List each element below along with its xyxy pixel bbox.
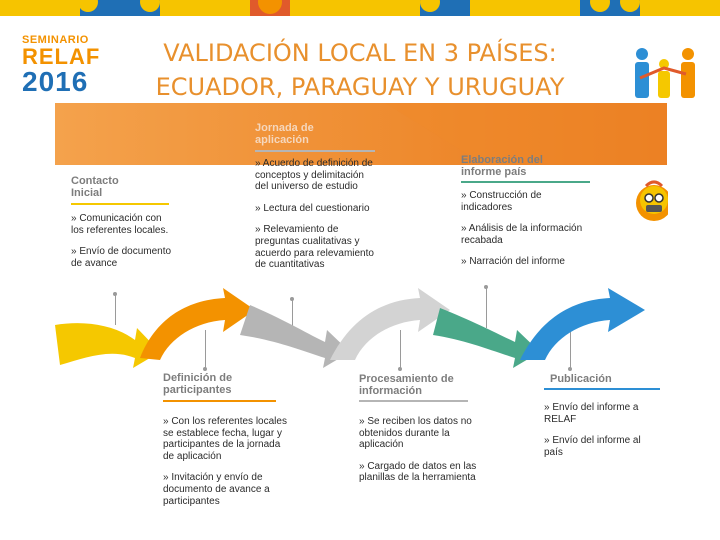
step-elaboracion-title: Elaboración del informe país xyxy=(461,154,543,178)
step-item: » Comunicación con los referentes locales. xyxy=(71,213,169,236)
step-jornada-title: Jornada de aplicación xyxy=(255,122,314,146)
step-contacto-inicial-items xyxy=(71,213,177,279)
step-item: » Invitación y envío de documento de avance a participantes xyxy=(163,472,270,507)
slide-title xyxy=(110,36,610,104)
step-item: » Se reciben los datos no obtenidos durante la aplicación xyxy=(359,416,472,451)
step-procesamiento-items xyxy=(359,416,477,494)
step-item: » Análisis de la información recabada xyxy=(461,223,583,246)
seminario-relaf-logo xyxy=(22,32,102,104)
step-jornada-underline xyxy=(255,150,375,152)
logo-line-2: RELAF xyxy=(22,44,101,69)
top-decorative-bar xyxy=(0,0,720,16)
process-arrow xyxy=(330,288,450,360)
step-item: » Construcción de indicadores xyxy=(461,190,542,213)
process-arrow xyxy=(55,323,160,368)
orange-header-band xyxy=(55,103,667,165)
step-item: » Lectura del cuestionario xyxy=(255,202,370,214)
slide-title-line-2: ECUADOR, PARAGUAY Y URUGUAY xyxy=(155,73,565,101)
step-item: » Narración del informe xyxy=(461,256,565,268)
step-elaboracion-underline xyxy=(461,181,590,183)
step-publicacion-title: Publicación xyxy=(550,373,612,385)
mascot-icon xyxy=(634,172,668,234)
step-publicacion-items xyxy=(544,402,660,468)
step-item: » Acuerdo de definición de conceptos y delimitación del universo de estudio xyxy=(255,158,373,193)
logo-line-3: 2016 xyxy=(22,66,89,97)
step-definicion-title: Definición de participantes xyxy=(163,372,233,396)
step-item: » Envío del informe a RELAF xyxy=(544,402,639,425)
step-contacto-inicial-title: Contacto Inicial xyxy=(71,175,119,199)
process-arrow xyxy=(520,288,645,360)
step-contacto-inicial-underline xyxy=(71,203,169,205)
slide-title-line-1: VALIDACIÓN LOCAL EN 3 PAÍSES: xyxy=(163,39,557,67)
step-item: » Con los referentes locales se establece fecha, lugar y participantes de la jornada de aplicación xyxy=(163,416,287,462)
step-item: » Cargado de datos en las planillas de la herramienta xyxy=(359,460,477,484)
step-definicion-underline xyxy=(163,400,276,402)
step-item: » Envío del informe al país xyxy=(544,435,641,458)
step-procesamiento-underline xyxy=(359,400,468,402)
step-publicacion-underline xyxy=(544,388,660,390)
step-jornada-items xyxy=(255,158,380,281)
step-elaboracion-items xyxy=(461,190,591,278)
process-arrows xyxy=(55,280,667,370)
step-definicion-items xyxy=(163,416,288,517)
step-item: » Relevamiento de preguntas cualitativas y acuerdo para relevamiento de cuantitativas xyxy=(255,224,374,271)
process-arrow xyxy=(140,288,255,360)
people-logo-icon xyxy=(630,44,705,100)
logo-line-1: SEMINARIO xyxy=(22,34,89,46)
step-procesamiento-title: Procesamiento de información xyxy=(359,373,454,397)
step-item: » Envío de documento de avance xyxy=(71,246,172,269)
